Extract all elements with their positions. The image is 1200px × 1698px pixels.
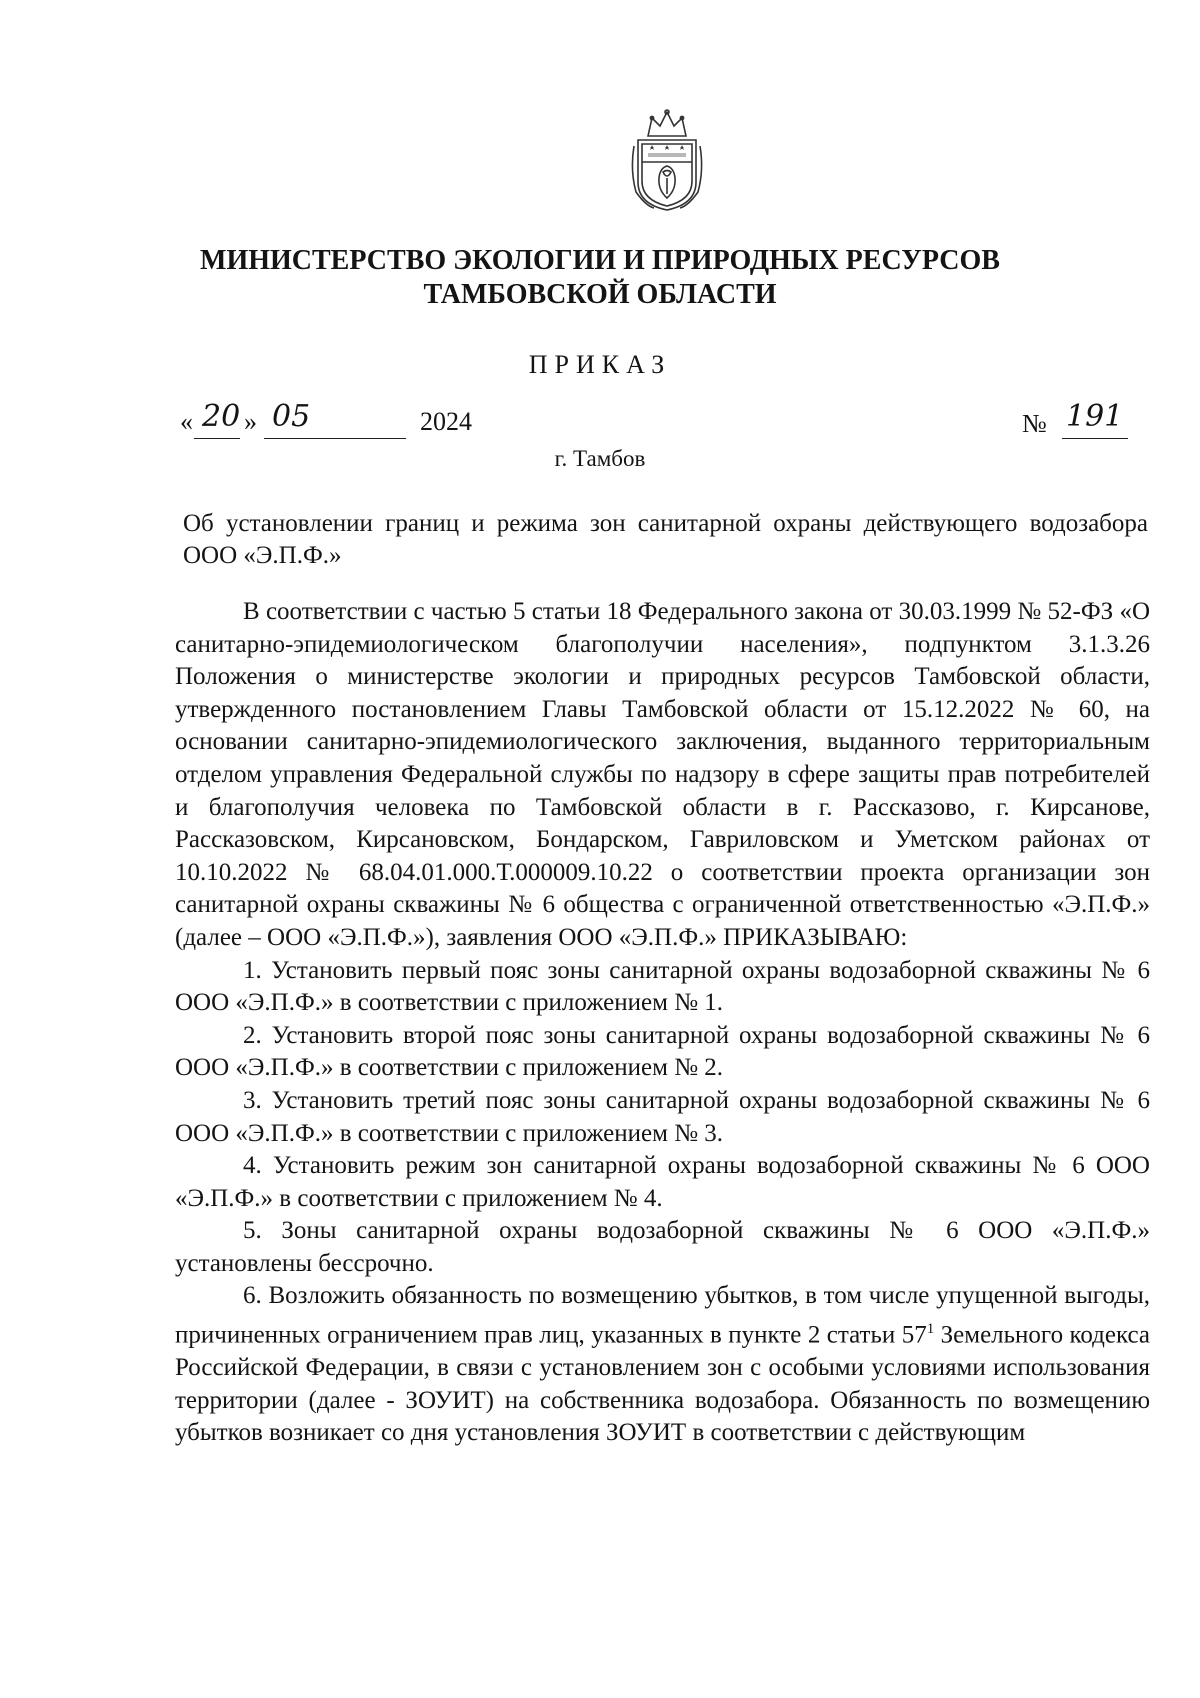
- order-item-3: 3. Установить третий пояс зоны санитарной охраны водозаборной скважины № 6 ООО «Э.П.Ф.» в соответствии с приложением № 3.: [175, 1086, 1150, 1147]
- item6-text-part1: 6. Возложить обязанность по возмещению убытков, в том числе упущенной выгоды, причиненных ограничением прав лиц, указанных в пункте 2 статьи 57: [175, 1282, 1150, 1349]
- order-item-5: 5. Зоны санитарной охраны водозаборной скважины № 6 ООО «Э.П.Ф.» установлены бессрочно.: [175, 1217, 1150, 1277]
- coat-of-arms-icon: [628, 106, 706, 214]
- order-number: [1022, 399, 1132, 445]
- number-value: 191: [1066, 399, 1124, 434]
- item6-superscript: 1: [926, 1321, 935, 1338]
- order-item-2: 2. Установить второй пояс зоны санитарной охраны водозаборной скважины № 6 ООО «Э.П.Ф.» в соответствии с приложением № 2.: [175, 1021, 1150, 1082]
- order-subject: Об установлении границ и режима зон санитарной охраны действующего водозабора ООО «Э.П.Ф.»: [183, 510, 1148, 569]
- order-date: [180, 399, 500, 445]
- order-title: ПРИКАЗ: [528, 350, 672, 379]
- order-body: [175, 596, 1150, 1450]
- date-day-underline: [194, 438, 240, 439]
- ministry-name-line2: ТАМБОВСКОЙ ОБЛАСТИ: [423, 279, 777, 310]
- order-item-1: 1. Установить первый пояс зоны санитарной охраны водозаборной скважины № 6 ООО «Э.П.Ф.» в соответствии с приложением № 1.: [175, 956, 1150, 1017]
- number-sign: №: [1022, 409, 1047, 438]
- date-month-underline: [264, 438, 406, 439]
- preamble-paragraph: В соответствии с частью 5 статьи 18 Федерального закона от 30.03.1999 № 52-ФЗ «О санитарно-эпидемиологическом благополучии населения», подпунктом 3.1.3.26 Положения о министерстве экологии и природных ресурсов Тамбовской области, утвержденного постановлением Главы Тамбовской области от 15.12.2022 № 60, на основании санитарно-эпидемиологического заключения, выданного территориальным отделом управления Федеральной службы по надзору в сфере защиты прав потребителей и благополучия человека по Тамбовской области в г. Рассказово, г. Кирсанове, Рассказовском, Кирсановском, Бондарском, Гавриловском и Уметском районах от 10.10.2022 № 68.04.01.000.Т.000009.10.22 о соответствии проекта организации зон санитарной охраны скважины № 6 общества с ограниченной ответственностью «Э.П.Ф.» (далее – ООО «Э.П.Ф.»), заявления ООО «Э.П.Ф.» ПРИКАЗЫВАЮ:: [175, 598, 1150, 951]
- date-year: 2024: [420, 407, 472, 436]
- date-quote-open: «: [180, 407, 193, 436]
- city: г. Тамбов: [554, 446, 646, 471]
- item6-text-part2: Земельного кодекса Российской Федерации, в связи с установлением зон с особыми условиями использования территории (далее - ЗОУИТ) на собственника водозабора. Обязанность по возмещению убытков возникает со дня установления ЗОУИТ в соответствии с действующим: [175, 1321, 1151, 1447]
- ministry-name-line1: МИНИСТЕРСТВО ЭКОЛОГИИ И ПРИРОДНЫХ РЕСУРСОВ: [200, 245, 1000, 276]
- ministry-heading: [100, 244, 1100, 312]
- order-item-6: [175, 1280, 1150, 1449]
- date-month: 05: [272, 399, 311, 434]
- date-quote-close: »: [244, 407, 257, 436]
- order-item-4: 4. Установить режим зон санитарной охраны водозаборной скважины № 6 ООО «Э.П.Ф.» в соответствии с приложением № 4.: [175, 1152, 1150, 1212]
- number-underline: [1062, 438, 1128, 439]
- date-day: 20: [202, 399, 241, 434]
